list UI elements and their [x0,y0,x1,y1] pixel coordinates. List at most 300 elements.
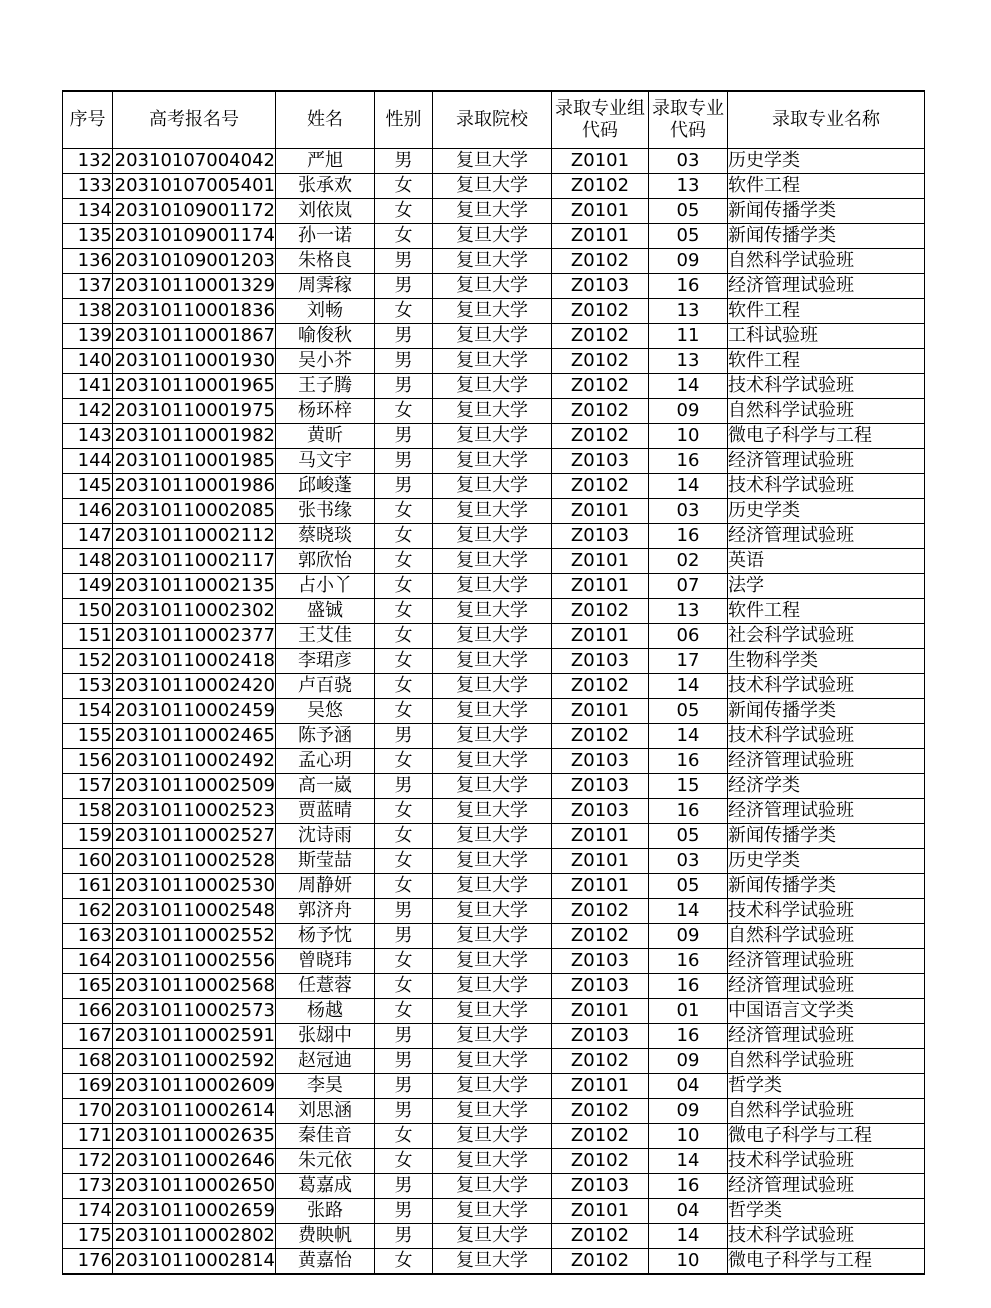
cell-group-code: Z0103 [552,949,649,974]
cell-group-code: Z0103 [552,749,649,774]
cell-gender: 女 [375,1124,433,1149]
cell-school: 复旦大学 [433,449,552,474]
cell-major-name: 经济管理试验班 [728,799,925,824]
cell-name: 高一崴 [276,774,375,799]
table-row [63,299,925,324]
cell-gender: 女 [375,1249,433,1275]
cell-seq: 151 [63,624,113,649]
cell-exam-no: 20310110002492 [113,749,276,774]
cell-group-code: Z0102 [552,724,649,749]
cell-exam-no: 20310110002509 [113,774,276,799]
cell-school: 复旦大学 [433,699,552,724]
cell-exam-no: 20310110002377 [113,624,276,649]
cell-major-code: 16 [649,274,728,299]
cell-group-code: Z0101 [552,574,649,599]
cell-group-code: Z0101 [552,824,649,849]
cell-major-name: 微电子科学与工程 [728,424,925,449]
cell-seq: 165 [63,974,113,999]
cell-group-code: Z0101 [552,1199,649,1224]
cell-major-code: 04 [649,1199,728,1224]
cell-group-code: Z0102 [552,324,649,349]
cell-seq: 175 [63,1224,113,1249]
cell-major-name: 法学 [728,574,925,599]
table-row [63,199,925,224]
cell-major-name: 新闻传播学类 [728,199,925,224]
table-row [63,924,925,949]
cell-seq: 164 [63,949,113,974]
table-row [63,624,925,649]
cell-exam-no: 20310110002528 [113,849,276,874]
cell-gender: 女 [375,624,433,649]
cell-major-name: 新闻传播学类 [728,824,925,849]
cell-seq: 171 [63,1124,113,1149]
cell-exam-no: 20310110001982 [113,424,276,449]
cell-group-code: Z0103 [552,649,649,674]
cell-school: 复旦大学 [433,799,552,824]
table-row [63,1124,925,1149]
table-row [63,249,925,274]
header-name: 姓名 [276,91,375,149]
cell-major-name: 自然科学试验班 [728,399,925,424]
cell-school: 复旦大学 [433,199,552,224]
cell-name: 葛嘉成 [276,1174,375,1199]
cell-exam-no: 20310110002527 [113,824,276,849]
cell-name: 李珺彦 [276,649,375,674]
cell-seq: 140 [63,349,113,374]
cell-group-code: Z0102 [552,399,649,424]
cell-gender: 女 [375,524,433,549]
cell-name: 孟心玥 [276,749,375,774]
cell-school: 复旦大学 [433,974,552,999]
cell-group-code: Z0101 [552,624,649,649]
cell-name: 卢百骁 [276,674,375,699]
table-row [63,824,925,849]
table-row [63,449,925,474]
table-row [63,674,925,699]
cell-major-code: 03 [649,149,728,174]
cell-major-code: 01 [649,999,728,1024]
cell-school: 复旦大学 [433,874,552,899]
cell-major-code: 07 [649,574,728,599]
cell-major-name: 微电子科学与工程 [728,1249,925,1275]
cell-gender: 女 [375,949,433,974]
cell-gender: 男 [375,774,433,799]
cell-major-name: 技术科学试验班 [728,724,925,749]
cell-exam-no: 20310110002802 [113,1224,276,1249]
cell-school: 复旦大学 [433,924,552,949]
cell-name: 杨越 [276,999,375,1024]
cell-school: 复旦大学 [433,749,552,774]
cell-exam-no: 20310110002085 [113,499,276,524]
cell-seq: 137 [63,274,113,299]
cell-seq: 162 [63,899,113,924]
cell-gender: 女 [375,574,433,599]
table-row [63,899,925,924]
cell-exam-no: 20310110002420 [113,674,276,699]
cell-seq: 161 [63,874,113,899]
cell-school: 复旦大学 [433,249,552,274]
cell-seq: 168 [63,1049,113,1074]
cell-major-name: 软件工程 [728,599,925,624]
cell-major-name: 经济学类 [728,774,925,799]
cell-seq: 146 [63,499,113,524]
cell-major-code: 13 [649,174,728,199]
cell-major-code: 09 [649,1049,728,1074]
cell-school: 复旦大学 [433,274,552,299]
cell-major-name: 技术科学试验班 [728,474,925,499]
table-row [63,224,925,249]
cell-major-name: 经济管理试验班 [728,1174,925,1199]
cell-seq: 163 [63,924,113,949]
cell-group-code: Z0101 [552,849,649,874]
cell-seq: 167 [63,1024,113,1049]
cell-major-name: 社会科学试验班 [728,624,925,649]
cell-major-code: 14 [649,674,728,699]
cell-exam-no: 20310110002646 [113,1149,276,1174]
cell-group-code: Z0101 [552,1074,649,1099]
cell-school: 复旦大学 [433,374,552,399]
cell-seq: 153 [63,674,113,699]
cell-major-code: 16 [649,799,728,824]
cell-school: 复旦大学 [433,149,552,174]
cell-seq: 154 [63,699,113,724]
cell-seq: 156 [63,749,113,774]
cell-exam-no: 20310109001174 [113,224,276,249]
table-row [63,949,925,974]
cell-major-code: 16 [649,974,728,999]
cell-major-code: 15 [649,774,728,799]
cell-exam-no: 20310110002556 [113,949,276,974]
table-row [63,374,925,399]
cell-gender: 女 [375,1149,433,1174]
cell-school: 复旦大学 [433,774,552,799]
cell-school: 复旦大学 [433,649,552,674]
cell-major-name: 技术科学试验班 [728,1149,925,1174]
cell-major-code: 16 [649,449,728,474]
cell-major-name: 软件工程 [728,349,925,374]
admission-table [62,90,925,1275]
cell-gender: 男 [375,1024,433,1049]
cell-gender: 男 [375,149,433,174]
cell-exam-no: 20310107004042 [113,149,276,174]
cell-gender: 女 [375,199,433,224]
cell-seq: 170 [63,1099,113,1124]
cell-name: 蔡晓琰 [276,524,375,549]
cell-gender: 男 [375,724,433,749]
cell-name: 张书缘 [276,499,375,524]
cell-name: 郭欣怡 [276,549,375,574]
table-row [63,1199,925,1224]
cell-name: 张路 [276,1199,375,1224]
cell-name: 周霁稼 [276,274,375,299]
cell-gender: 男 [375,249,433,274]
cell-gender: 男 [375,899,433,924]
cell-school: 复旦大学 [433,324,552,349]
table-row [63,974,925,999]
cell-gender: 男 [375,924,433,949]
cell-seq: 159 [63,824,113,849]
cell-group-code: Z0101 [552,699,649,724]
table-row [63,874,925,899]
cell-name: 刘依岚 [276,199,375,224]
cell-group-code: Z0102 [552,1049,649,1074]
table-row [63,999,925,1024]
header-major-name: 录取专业名称 [728,91,925,149]
cell-school: 复旦大学 [433,1149,552,1174]
cell-major-code: 09 [649,1099,728,1124]
cell-major-code: 14 [649,1224,728,1249]
cell-major-code: 04 [649,1074,728,1099]
cell-name: 秦佳音 [276,1124,375,1149]
table-header [63,91,925,149]
cell-seq: 147 [63,524,113,549]
table-row [63,1249,925,1275]
cell-gender: 女 [375,749,433,774]
cell-school: 复旦大学 [433,299,552,324]
cell-gender: 女 [375,824,433,849]
cell-major-name: 历史学类 [728,849,925,874]
cell-gender: 女 [375,699,433,724]
cell-seq: 144 [63,449,113,474]
cell-seq: 142 [63,399,113,424]
cell-group-code: Z0102 [552,474,649,499]
cell-name: 刘畅 [276,299,375,324]
cell-major-code: 09 [649,399,728,424]
cell-major-name: 自然科学试验班 [728,1099,925,1124]
cell-major-code: 05 [649,199,728,224]
table-row [63,1074,925,1099]
cell-name: 斯莹喆 [276,849,375,874]
cell-group-code: Z0102 [552,1249,649,1275]
cell-major-name: 自然科学试验班 [728,1049,925,1074]
cell-name: 张翃中 [276,1024,375,1049]
cell-gender: 女 [375,974,433,999]
table-row [63,1174,925,1199]
cell-exam-no: 20310107005401 [113,174,276,199]
cell-seq: 134 [63,199,113,224]
cell-major-name: 软件工程 [728,174,925,199]
cell-exam-no: 20310110002117 [113,549,276,574]
cell-major-code: 16 [649,1024,728,1049]
cell-name: 陈予涵 [276,724,375,749]
cell-name: 盛铖 [276,599,375,624]
cell-exam-no: 20310110002302 [113,599,276,624]
cell-school: 复旦大学 [433,724,552,749]
cell-gender: 男 [375,449,433,474]
table-row [63,1149,925,1174]
cell-major-name: 自然科学试验班 [728,249,925,274]
header-gender: 性别 [375,91,433,149]
cell-gender: 男 [375,474,433,499]
cell-seq: 158 [63,799,113,824]
cell-name: 沈诗雨 [276,824,375,849]
cell-group-code: Z0101 [552,224,649,249]
cell-name: 占小丫 [276,574,375,599]
cell-exam-no: 20310109001172 [113,199,276,224]
cell-gender: 男 [375,1199,433,1224]
cell-name: 任薏蓉 [276,974,375,999]
table-row [63,274,925,299]
cell-major-name: 技术科学试验班 [728,899,925,924]
cell-major-code: 14 [649,474,728,499]
cell-major-code: 16 [649,949,728,974]
cell-exam-no: 20310110002465 [113,724,276,749]
cell-seq: 160 [63,849,113,874]
header-row [63,91,925,149]
cell-major-name: 经济管理试验班 [728,274,925,299]
cell-major-name: 经济管理试验班 [728,1024,925,1049]
cell-exam-no: 20310110001985 [113,449,276,474]
cell-gender: 男 [375,424,433,449]
cell-major-name: 哲学类 [728,1199,925,1224]
cell-seq: 155 [63,724,113,749]
cell-group-code: Z0102 [552,299,649,324]
cell-name: 吴悠 [276,699,375,724]
cell-name: 朱格良 [276,249,375,274]
cell-exam-no: 20310110002568 [113,974,276,999]
cell-gender: 女 [375,549,433,574]
cell-exam-no: 20310110001867 [113,324,276,349]
cell-major-code: 17 [649,649,728,674]
cell-gender: 女 [375,649,433,674]
cell-gender: 女 [375,224,433,249]
cell-group-code: Z0102 [552,374,649,399]
cell-school: 复旦大学 [433,1049,552,1074]
cell-major-name: 经济管理试验班 [728,974,925,999]
table-row [63,324,925,349]
cell-school: 复旦大学 [433,224,552,249]
cell-major-code: 09 [649,249,728,274]
cell-exam-no: 20310110002635 [113,1124,276,1149]
cell-major-name: 新闻传播学类 [728,699,925,724]
cell-exam-no: 20310110002459 [113,699,276,724]
cell-school: 复旦大学 [433,824,552,849]
cell-group-code: Z0103 [552,974,649,999]
table-row [63,574,925,599]
cell-major-code: 16 [649,1174,728,1199]
cell-gender: 男 [375,349,433,374]
cell-gender: 女 [375,499,433,524]
cell-name: 郭济舟 [276,899,375,924]
cell-major-name: 生物科学类 [728,649,925,674]
cell-exam-no: 20310110002135 [113,574,276,599]
table-row [63,1049,925,1074]
cell-school: 复旦大学 [433,574,552,599]
cell-exam-no: 20310110002530 [113,874,276,899]
table-row [63,649,925,674]
cell-exam-no: 20310110001329 [113,274,276,299]
cell-school: 复旦大学 [433,949,552,974]
cell-exam-no: 20310110002592 [113,1049,276,1074]
cell-major-name: 微电子科学与工程 [728,1124,925,1149]
cell-name: 朱元依 [276,1149,375,1174]
cell-gender: 女 [375,674,433,699]
cell-group-code: Z0102 [552,674,649,699]
cell-exam-no: 20310110002609 [113,1074,276,1099]
table-row [63,474,925,499]
table-row [63,524,925,549]
table-row [63,149,925,174]
cell-seq: 150 [63,599,113,624]
cell-major-name: 经济管理试验班 [728,749,925,774]
cell-major-code: 10 [649,1124,728,1149]
cell-major-code: 16 [649,749,728,774]
cell-group-code: Z0103 [552,449,649,474]
table-row [63,1099,925,1124]
cell-seq: 136 [63,249,113,274]
cell-seq: 173 [63,1174,113,1199]
cell-gender: 女 [375,999,433,1024]
cell-name: 刘思涵 [276,1099,375,1124]
cell-school: 复旦大学 [433,674,552,699]
cell-name: 费眏帆 [276,1224,375,1249]
cell-seq: 169 [63,1074,113,1099]
table-row [63,499,925,524]
cell-school: 复旦大学 [433,1024,552,1049]
cell-seq: 152 [63,649,113,674]
cell-seq: 166 [63,999,113,1024]
cell-major-code: 02 [649,549,728,574]
cell-exam-no: 20310110001965 [113,374,276,399]
cell-gender: 男 [375,374,433,399]
cell-seq: 138 [63,299,113,324]
cell-name: 赵冠迪 [276,1049,375,1074]
cell-group-code: Z0102 [552,599,649,624]
cell-gender: 男 [375,324,433,349]
cell-group-code: Z0102 [552,174,649,199]
cell-name: 周静妍 [276,874,375,899]
cell-exam-no: 20310110002614 [113,1099,276,1124]
cell-major-name: 技术科学试验班 [728,374,925,399]
table-row [63,749,925,774]
cell-group-code: Z0101 [552,874,649,899]
cell-seq: 145 [63,474,113,499]
cell-major-code: 10 [649,424,728,449]
cell-school: 复旦大学 [433,599,552,624]
cell-major-code: 14 [649,724,728,749]
table-body [63,149,925,1275]
cell-major-name: 技术科学试验班 [728,1224,925,1249]
cell-seq: 149 [63,574,113,599]
cell-group-code: Z0102 [552,249,649,274]
cell-seq: 148 [63,549,113,574]
cell-gender: 女 [375,599,433,624]
cell-exam-no: 20310110001986 [113,474,276,499]
cell-school: 复旦大学 [433,624,552,649]
cell-major-name: 哲学类 [728,1074,925,1099]
cell-group-code: Z0101 [552,549,649,574]
cell-gender: 男 [375,274,433,299]
cell-major-code: 11 [649,324,728,349]
header-exam-no: 高考报名号 [113,91,276,149]
cell-school: 复旦大学 [433,174,552,199]
cell-school: 复旦大学 [433,399,552,424]
cell-group-code: Z0102 [552,1099,649,1124]
cell-group-code: Z0103 [552,799,649,824]
cell-name: 邱峻蓬 [276,474,375,499]
cell-school: 复旦大学 [433,1249,552,1275]
cell-major-name: 英语 [728,549,925,574]
table-row [63,849,925,874]
cell-group-code: Z0101 [552,149,649,174]
cell-group-code: Z0102 [552,1224,649,1249]
cell-major-name: 新闻传播学类 [728,874,925,899]
cell-major-name: 新闻传播学类 [728,224,925,249]
cell-major-code: 06 [649,624,728,649]
cell-school: 复旦大学 [433,1199,552,1224]
cell-major-code: 05 [649,824,728,849]
cell-gender: 男 [375,1174,433,1199]
